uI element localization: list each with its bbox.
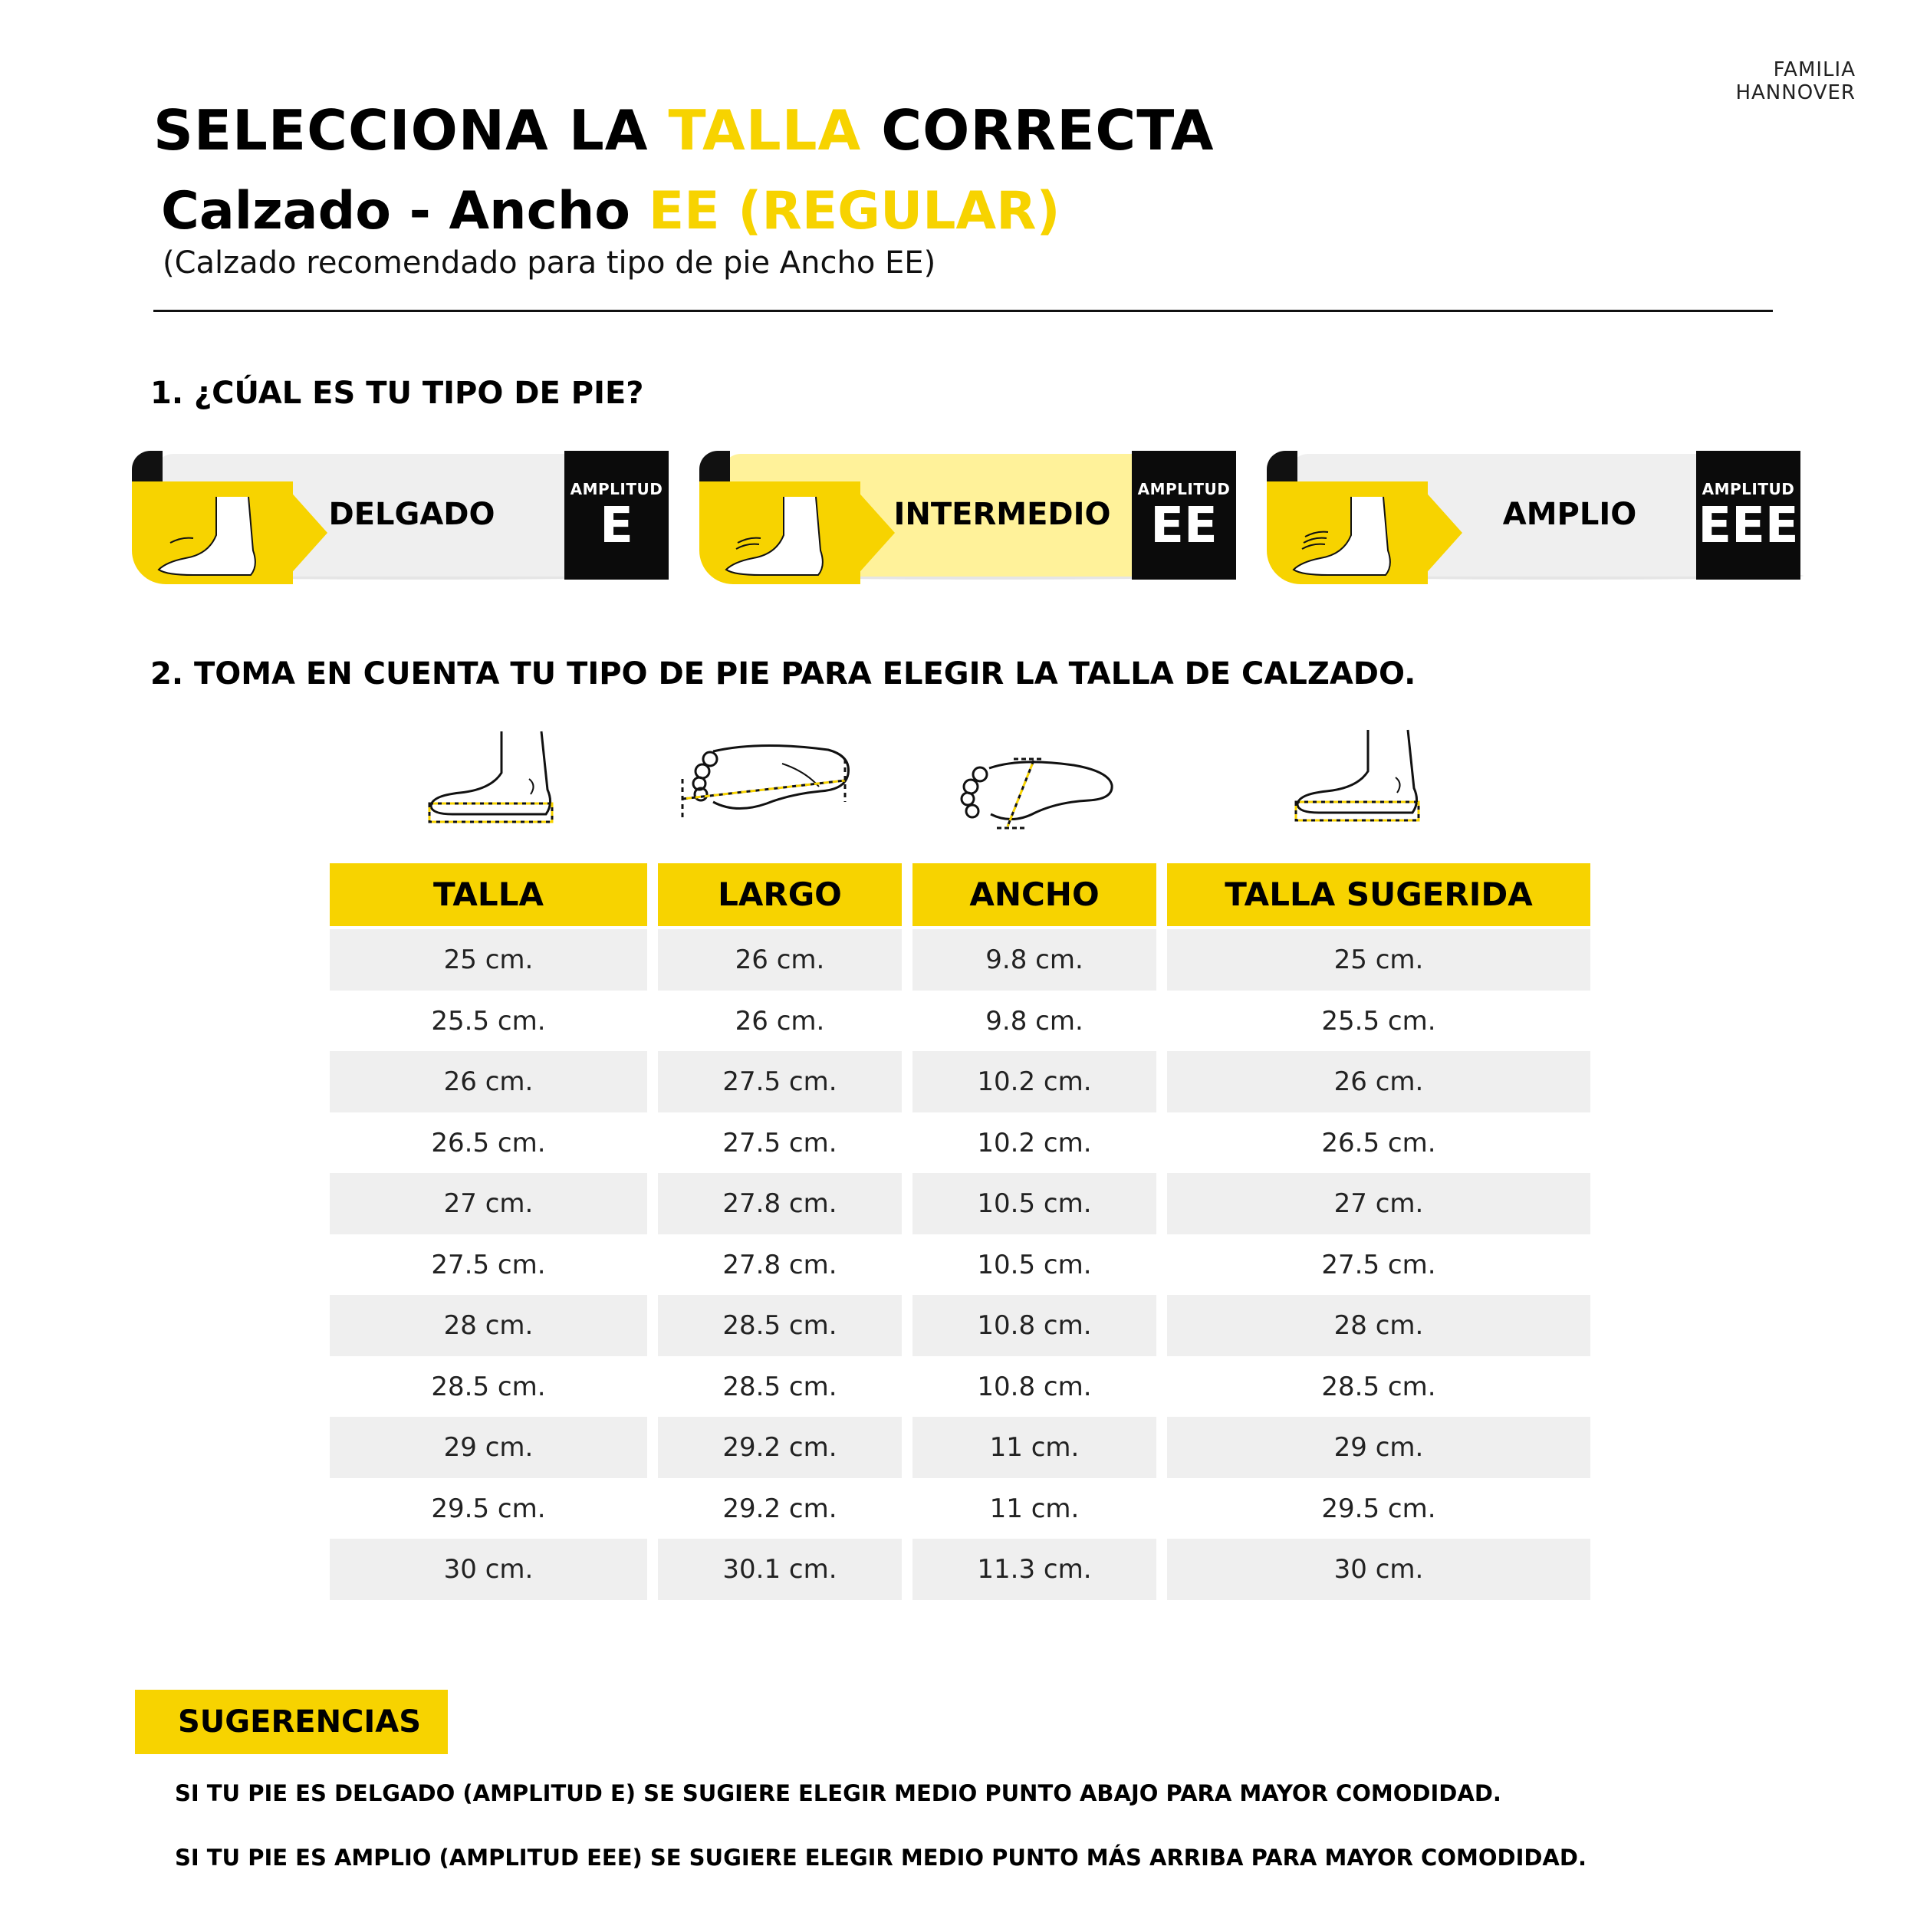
cell-talla-sugerida: 29 cm. (1167, 1417, 1590, 1478)
cell-ancho: 10.5 cm. (977, 1249, 1092, 1280)
cell-ancho: 9.8 cm. (985, 1005, 1083, 1037)
title-part2: CORRECTA (861, 98, 1215, 163)
card-corner-tab (132, 451, 163, 481)
section2-heading: 2. TOMA EN CUENTA TU TIPO DE PIE PARA ELEGIR LA TALLA DE CALZADO. (150, 656, 1416, 692)
foot-width-measure-icon (943, 751, 1120, 836)
cell-largo: 27.8 cm. (658, 1173, 902, 1234)
cell-largo: 27.8 cm. (722, 1249, 837, 1280)
subtitle-part1: Calzado - Ancho (161, 181, 649, 242)
foot-type-card-delgado[interactable] (132, 451, 669, 589)
cell-ancho: 10.2 cm. (977, 1127, 1092, 1158)
cell-talla: 29.5 cm. (431, 1493, 546, 1524)
cell-largo: 29.2 cm. (658, 1417, 902, 1478)
cell-talla-sugerida: 26.5 cm. (1321, 1127, 1436, 1158)
cell-largo: 27.5 cm. (722, 1127, 837, 1158)
amplitude-value: E (600, 498, 633, 554)
cell-talla-sugerida: 28.5 cm. (1321, 1371, 1436, 1402)
foot-heel-measure-icon (1288, 725, 1426, 828)
brand-name: FAMILIA HANNOVER (1735, 58, 1856, 104)
suggestions-tag: SUGERENCIAS (135, 1690, 448, 1754)
page-title (153, 98, 1215, 163)
foot-type-label: DELGADO (328, 497, 495, 532)
cell-talla: 25.5 cm. (431, 1005, 546, 1037)
cell-talla-sugerida: 27.5 cm. (1321, 1249, 1436, 1280)
cell-largo: 28.5 cm. (722, 1371, 837, 1402)
cell-talla: 25 cm. (330, 929, 647, 991)
amplitude-value: EEE (1698, 498, 1799, 554)
cell-talla: 30 cm. (330, 1539, 647, 1600)
amplitude-box (1696, 451, 1800, 580)
foot-icon (1282, 489, 1428, 581)
title-part1: SELECCIONA LA (153, 98, 669, 163)
header-divider (153, 310, 1773, 312)
cell-talla-sugerida: 27 cm. (1167, 1173, 1590, 1234)
cell-ancho: 11.3 cm. (912, 1539, 1156, 1600)
header-talla-sugerida: TALLA SUGERIDA (1167, 863, 1590, 926)
foot-side-measure-icon (422, 727, 560, 830)
suggestion-line-2: SI TU PIE ES AMPLIO (AMPLITUD EEE) SE SUGIERE ELEGIR MEDIO PUNTO MÁS ARRIBA PARA MAYOR COMODIDAD. (175, 1845, 1587, 1871)
cell-largo: 28.5 cm. (658, 1295, 902, 1356)
page-subtitle (161, 181, 1060, 242)
cell-largo: 27.5 cm. (658, 1051, 902, 1112)
subtitle-highlight: EE (REGULAR) (648, 181, 1060, 242)
cell-largo: 26 cm. (658, 929, 902, 991)
cell-ancho: 10.5 cm. (912, 1173, 1156, 1234)
cell-talla-sugerida: 29.5 cm. (1321, 1493, 1436, 1524)
title-highlight: TALLA (668, 98, 862, 163)
cell-talla: 27.5 cm. (431, 1249, 546, 1280)
cell-talla-sugerida: 25.5 cm. (1321, 1005, 1436, 1037)
subtitle-note: (Calzado recomendado para tipo de pie Ancho EE) (163, 245, 936, 281)
cell-talla: 27 cm. (330, 1173, 647, 1234)
section1-heading: 1. ¿CÚAL ES TU TIPO DE PIE? (150, 376, 644, 411)
cell-talla-sugerida: 28 cm. (1167, 1295, 1590, 1356)
cell-ancho: 11 cm. (912, 1417, 1156, 1478)
amplitude-value: EE (1150, 498, 1218, 554)
cell-talla: 29 cm. (330, 1417, 647, 1478)
cell-talla-sugerida: 26 cm. (1167, 1051, 1590, 1112)
cell-talla: 28 cm. (330, 1295, 647, 1356)
cell-talla: 28.5 cm. (431, 1371, 546, 1402)
foot-type-card-intermedio[interactable] (699, 451, 1236, 589)
foot-icon (715, 489, 860, 581)
header-largo: LARGO (658, 863, 902, 926)
cell-largo: 26 cm. (735, 1005, 825, 1037)
cell-talla-sugerida: 30 cm. (1167, 1539, 1590, 1600)
card-corner-tab (1267, 451, 1297, 481)
header-ancho: ANCHO (912, 863, 1156, 926)
foot-type-card-amplio[interactable] (1267, 451, 1804, 589)
header-talla: TALLA (330, 863, 647, 926)
foot-length-measure-icon (675, 741, 859, 825)
cell-ancho: 10.8 cm. (912, 1295, 1156, 1356)
foot-icon (147, 489, 293, 581)
amplitude-title: AMPLITUD (1137, 480, 1231, 498)
cell-ancho: 9.8 cm. (912, 929, 1156, 991)
amplitude-box (564, 451, 669, 580)
card-corner-tab (699, 451, 730, 481)
amplitude-title: AMPLITUD (570, 480, 663, 498)
suggestion-line-1: SI TU PIE ES DELGADO (AMPLITUD E) SE SUGIERE ELEGIR MEDIO PUNTO ABAJO PARA MAYOR COMODIDAD. (175, 1780, 1501, 1806)
amplitude-title: AMPLITUD (1702, 480, 1795, 498)
amplitude-box (1132, 451, 1236, 580)
cell-ancho: 11 cm. (989, 1493, 1080, 1524)
cell-talla-sugerida: 25 cm. (1167, 929, 1590, 991)
foot-type-label: INTERMEDIO (893, 497, 1111, 532)
cell-ancho: 10.8 cm. (977, 1371, 1092, 1402)
cell-largo: 30.1 cm. (658, 1539, 902, 1600)
cell-ancho: 10.2 cm. (912, 1051, 1156, 1112)
cell-largo: 29.2 cm. (722, 1493, 837, 1524)
foot-type-label: AMPLIO (1502, 497, 1637, 532)
cell-talla: 26 cm. (330, 1051, 647, 1112)
cell-talla: 26.5 cm. (431, 1127, 546, 1158)
